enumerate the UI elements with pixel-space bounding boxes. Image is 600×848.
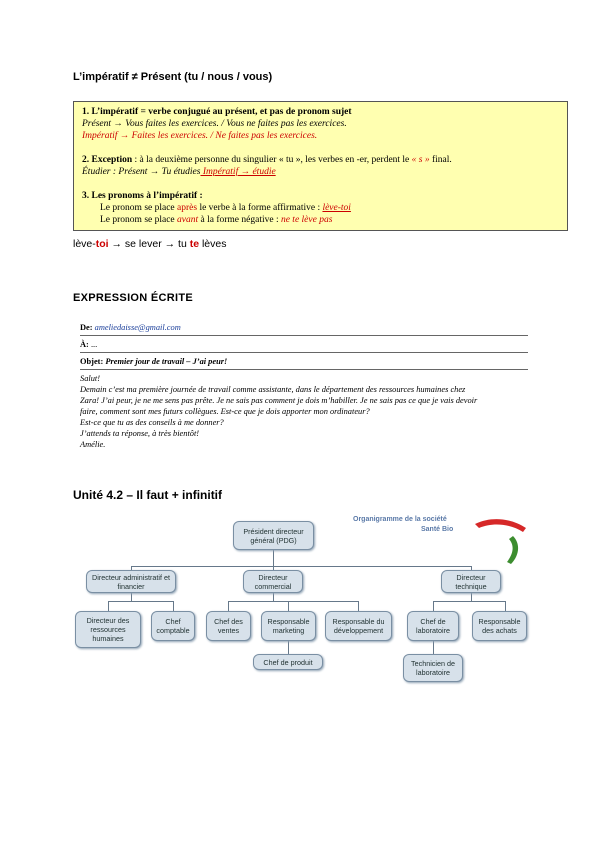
- connector-line: [273, 550, 274, 566]
- email-body-line: J’attends ta réponse, à très bientôt!: [80, 429, 200, 438]
- note-te: te: [189, 238, 200, 250]
- email-body-line: faire, comment sont mes futurs collègues. Est-ce que je dois apporter mon ordinateur?: [80, 407, 370, 416]
- email-divider: [80, 335, 528, 336]
- section-title-imperatif: L’impératif ≠ Présent (tu / nous / vous): [73, 71, 273, 83]
- note-toi: toi: [95, 238, 109, 250]
- rule-1-title: 1. L’impératif = verbe conjugué au présent, et pas de pronom sujet: [82, 107, 352, 117]
- org-chart: [73, 514, 528, 689]
- connector-line: [131, 593, 132, 601]
- connector-line: [108, 601, 173, 602]
- org-node-responsable-marketing: Responsable marketing: [261, 611, 316, 641]
- rule-3-line2-a: Le pronom se place: [100, 215, 178, 225]
- email-body-line: Zara! J’ai peur, je ne me sens pas prête. Je ne sais pas comment je dois m’habiller. Je ne sais pas ce que je vais devoir: [80, 396, 478, 405]
- note-leve-toi: [73, 238, 226, 250]
- rule-2-label: 2. Exception: [82, 155, 133, 165]
- email-subject-label: Objet:: [80, 357, 104, 366]
- rule-3-line2-c: à la forme négative :: [198, 215, 281, 225]
- note-a: lève-: [73, 238, 96, 250]
- rule-3-line2: [100, 215, 332, 226]
- connector-line: [131, 566, 471, 567]
- connector-line: [433, 601, 434, 611]
- org-node-drh: Directeur des ressources humaines: [75, 611, 141, 648]
- email-from: [80, 323, 181, 332]
- connector-line: [108, 601, 109, 611]
- org-node-pdg: Président directeur général (PDG): [233, 521, 314, 550]
- rule-3-ne-te-leve-pas: ne te lève pas: [280, 215, 333, 225]
- org-node-chef-de-produit: Chef de produit: [253, 654, 323, 670]
- rule-2-example: [82, 167, 276, 178]
- email-body-line: Amélie.: [80, 440, 106, 449]
- connector-line: [288, 641, 289, 654]
- rule-2-s: « s »: [411, 155, 430, 165]
- rule-1-imperatif: Impératif → Faites les exercices. / Ne faites pas les exercices.: [82, 131, 318, 141]
- connector-line: [228, 601, 229, 611]
- connector-line: [471, 593, 472, 601]
- rule-3-line1: [100, 203, 351, 214]
- org-node-directeur-technique: Directeur technique: [441, 570, 501, 593]
- connector-line: [173, 601, 174, 611]
- email-to-label: À:: [80, 340, 89, 349]
- note-c: → se lever → tu: [108, 238, 190, 250]
- email-to: [80, 340, 97, 349]
- rule-3-apres: après: [177, 203, 198, 213]
- rule-2-example-imperatif: Impératif → étudie: [200, 167, 276, 177]
- email-from-label: De:: [80, 323, 93, 332]
- connector-line: [288, 601, 289, 611]
- grammar-box: [73, 101, 568, 231]
- org-node-responsable-achats: Responsable des achats: [472, 611, 527, 641]
- rule-2-end: final.: [429, 155, 452, 165]
- section-title-unite: Unité 4.2 – Il faut + infinitif: [73, 488, 223, 502]
- email-divider: [80, 352, 528, 353]
- email-subject-value: Premier jour de travail – J’ai peur!: [105, 357, 228, 366]
- note-e: lèves: [199, 238, 227, 250]
- rule-3-avant: avant: [177, 215, 199, 225]
- connector-line: [358, 601, 359, 611]
- rule-3-line1-c: le verbe à la forme affirmative :: [197, 203, 323, 213]
- email-to-value: ...: [90, 340, 98, 349]
- org-node-responsable-developpement: Responsable du développement: [325, 611, 392, 641]
- connector-line: [505, 601, 506, 611]
- org-node-daf: Directeur administratif et financier: [86, 570, 176, 593]
- rule-2-text: : à la deuxième personne du singulier « tu », les verbes en -er, perdent le: [132, 155, 412, 165]
- org-node-technicien-laboratoire: Technicien de laboratoire: [403, 654, 463, 682]
- org-node-directeur-commercial: Directeur commercial: [243, 570, 303, 593]
- connector-line: [273, 593, 274, 601]
- rule-2-title: [82, 155, 452, 166]
- connector-line: [228, 601, 358, 602]
- rule-3-leve-toi: lève-toi: [322, 203, 351, 213]
- email-body-line: Est-ce que tu as des conseils à me donner?: [80, 418, 224, 427]
- email-divider: [80, 369, 528, 370]
- email-body-line: Salut!: [80, 374, 101, 383]
- rule-3-title: 3. Les pronoms à l’impératif :: [82, 191, 203, 201]
- connector-line: [433, 601, 505, 602]
- section-title-expression: EXPRESSION ÉCRITE: [73, 292, 194, 304]
- email-subject: [80, 357, 227, 366]
- connector-line: [433, 641, 434, 654]
- rule-3-line1-a: Le pronom se place: [100, 203, 178, 213]
- org-chart-company: Santé Bio: [421, 526, 454, 533]
- rule-1-present: Présent → Vous faites les exercices. / Vous ne faites pas les exercices.: [82, 119, 347, 129]
- email-from-value: ameliedaisse@gmail.com: [94, 323, 181, 332]
- org-node-chef-des-ventes: Chef des ventes: [206, 611, 251, 641]
- org-node-chef-comptable: Chef comptable: [151, 611, 195, 641]
- company-logo-icon: [471, 514, 528, 564]
- org-chart-caption: Organigramme de la société: [353, 516, 447, 523]
- email-body-line: Demain c’est ma première journée de travail comme assistante, dans le département des ressources humaines chez: [80, 385, 466, 394]
- rule-2-example-present: Étudier : Présent → Tu étudies: [82, 167, 201, 177]
- org-node-chef-de-laboratoire: Chef de laboratoire: [407, 611, 459, 641]
